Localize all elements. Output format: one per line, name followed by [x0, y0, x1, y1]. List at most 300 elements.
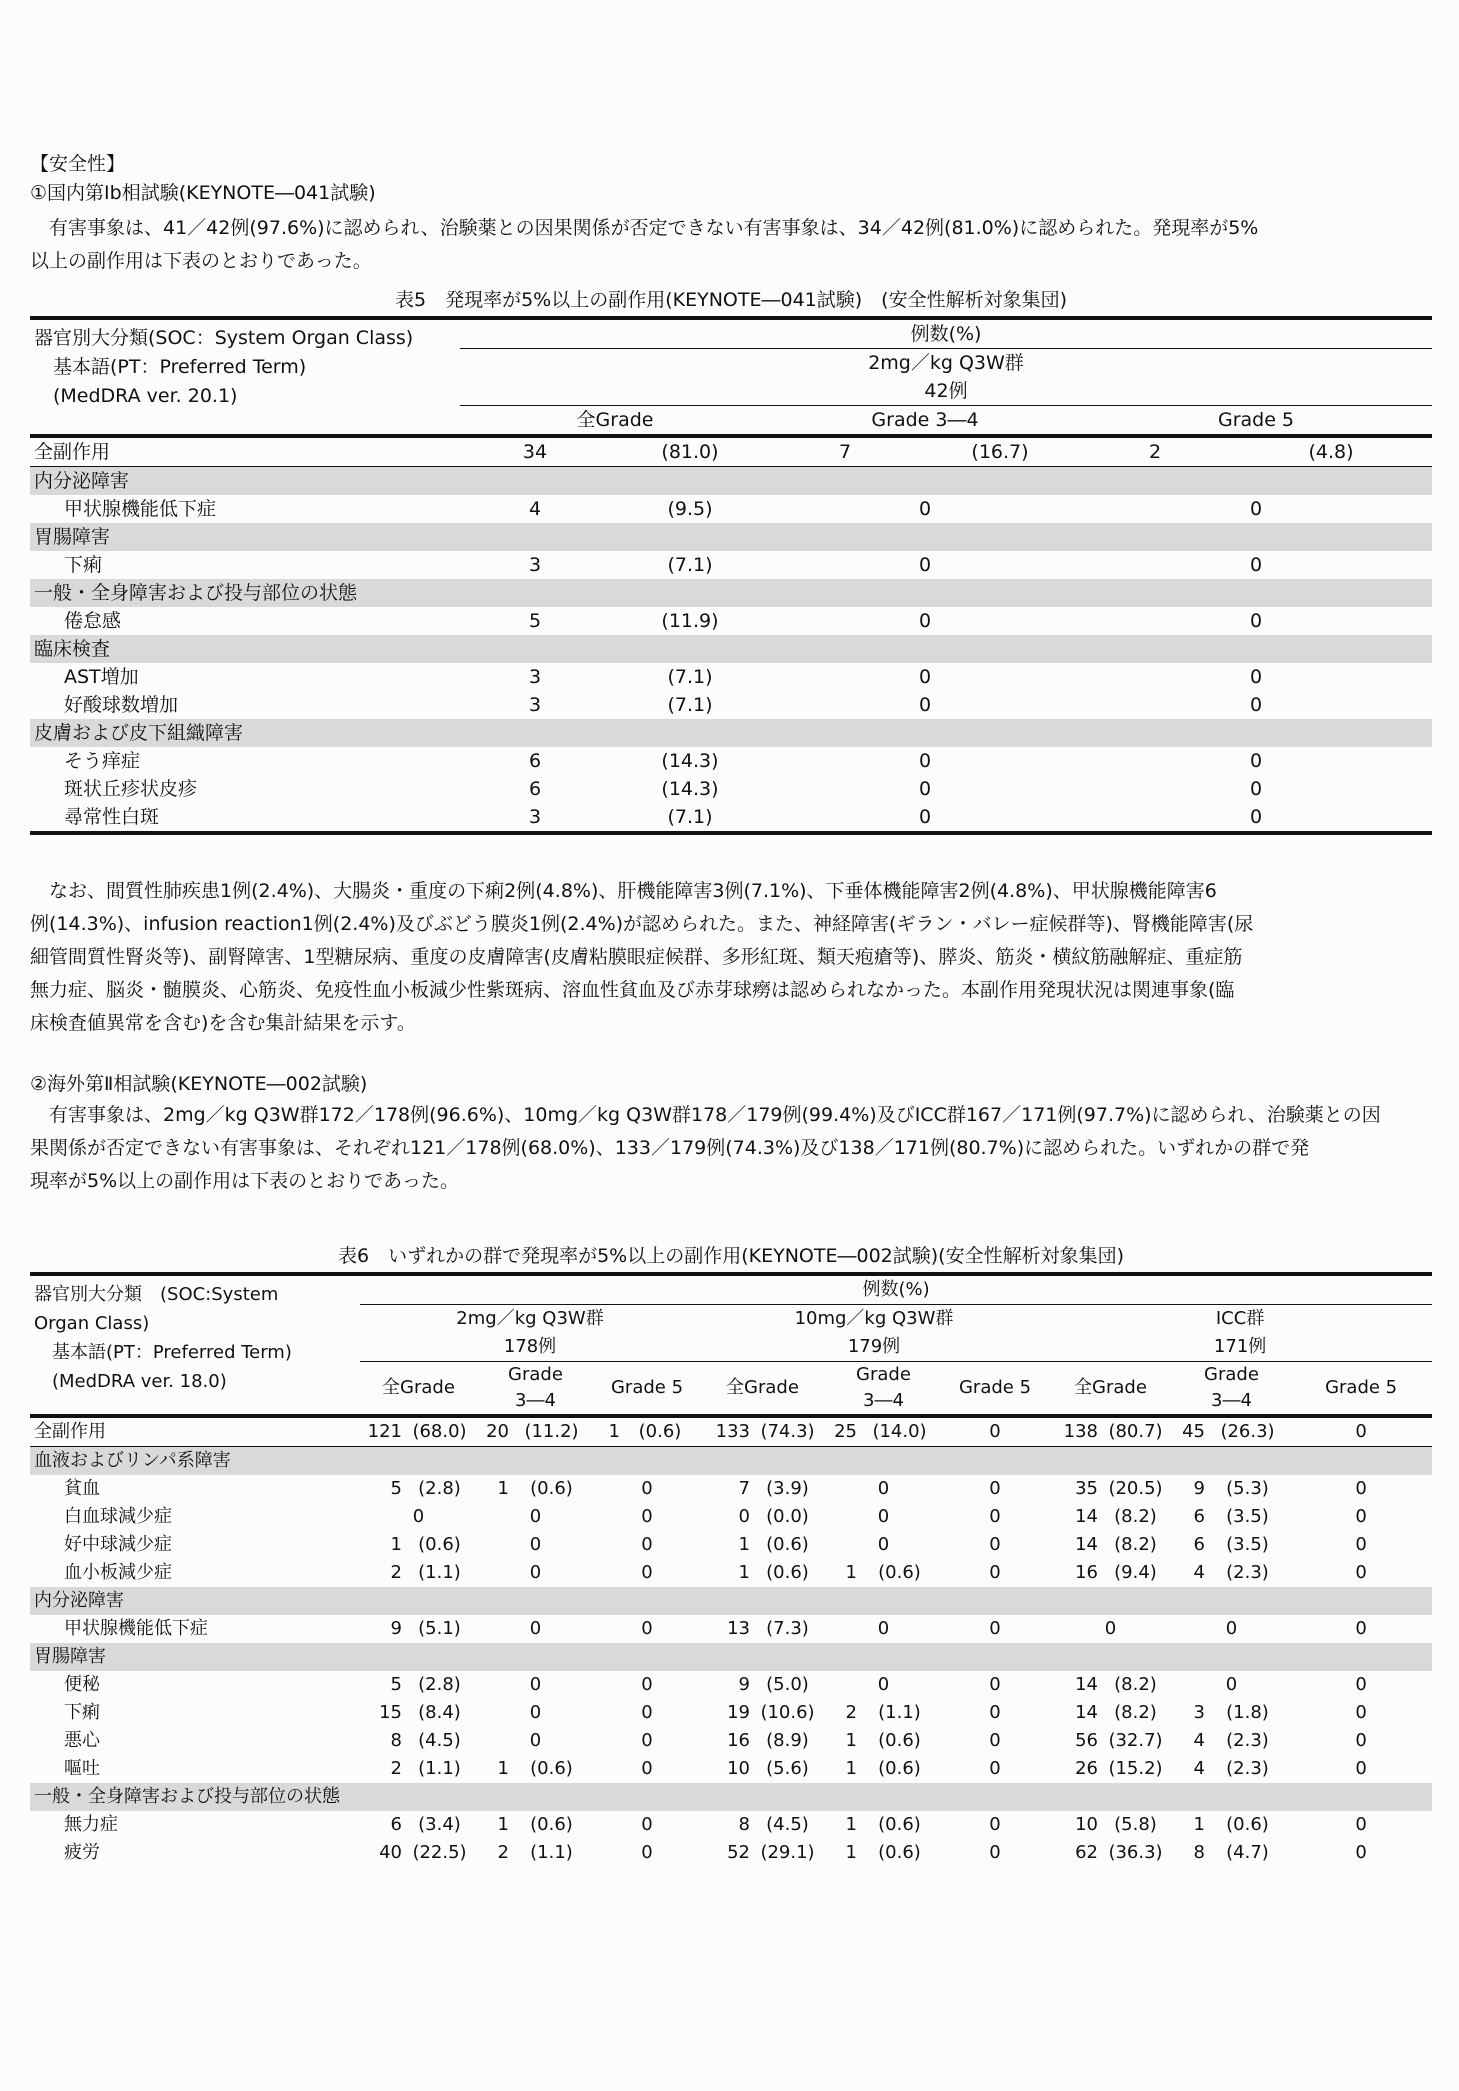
- row-label: 甲状腺機能低下症: [64, 498, 217, 520]
- table5-body: [30, 436, 1432, 833]
- header-col-all-grade: 全Grade: [460, 406, 770, 437]
- text-line: 細管間質性腎炎等)、副腎障害、1型糖尿病、重度の皮膚障害(皮膚粘膜眼症候群、多形紅斑、類天疱瘡等)、膵炎、筋炎・横紋筋融解症、重症筋: [30, 946, 1243, 968]
- header-group-icc-n: 171例: [1213, 1336, 1267, 1357]
- header-meddra-label: (MedDRA ver. 20.1): [34, 385, 238, 407]
- cell-value: (5.8): [1114, 1814, 1157, 1835]
- cell-value: 0: [641, 1702, 653, 1723]
- row-label: 好酸球数増加: [64, 694, 179, 716]
- cell-value: 4: [1193, 1562, 1205, 1583]
- cell-value: 14: [1075, 1702, 1098, 1723]
- cell-value: 0: [918, 806, 932, 828]
- cell-value: (0.6): [878, 1730, 921, 1751]
- cell-value: 1: [845, 1562, 857, 1583]
- cell-value: (29.1): [760, 1842, 815, 1863]
- cell-value: 7: [838, 441, 852, 463]
- cell-value: 20: [486, 1421, 509, 1442]
- table6: [30, 1272, 1432, 1867]
- table-row: [30, 1839, 1432, 1867]
- soc-label: 内分泌障害: [30, 1587, 1432, 1615]
- cell-value: (3.4): [418, 1814, 461, 1835]
- cell-value: 2: [390, 1562, 402, 1583]
- header-group-2mg: 2mg／kg Q3W群: [360, 1305, 700, 1334]
- cell-value: 133: [715, 1421, 750, 1442]
- cell-value: 6: [528, 778, 542, 800]
- cell-value: (1.1): [418, 1758, 461, 1779]
- row-label: 無力症: [64, 1814, 118, 1835]
- cell-value: 0: [918, 694, 932, 716]
- cell-value: (10.6): [760, 1702, 815, 1723]
- cell-value: 0: [1355, 1758, 1367, 1779]
- cell-value: 0: [989, 1730, 1001, 1751]
- text-line: 果関係が否定できない有害事象は、それぞれ121／178例(68.0%)、133／179例(74.3%)及び138／171例(80.7%)に認められた。いずれかの群で発: [30, 1137, 1310, 1159]
- cell-value: 25: [834, 1421, 857, 1442]
- table-row: [30, 1559, 1432, 1587]
- cell-value: 0: [1249, 610, 1263, 632]
- header-group-n: 42例: [924, 380, 968, 402]
- cell-value: 1: [738, 1534, 750, 1555]
- cell-value: (8.4): [418, 1702, 461, 1723]
- cell-value: (4.8): [1308, 441, 1354, 463]
- cell-value: 1: [497, 1814, 509, 1835]
- row-label: 倦怠感: [64, 610, 122, 632]
- cell-value: 0: [738, 1506, 750, 1527]
- cell-value: 9: [390, 1618, 402, 1639]
- cell-value: 138: [1063, 1421, 1098, 1442]
- table-row: [30, 607, 1432, 635]
- row-label: 下痢: [64, 1702, 100, 1723]
- cell-value: 0: [989, 1702, 1001, 1723]
- cell-value: (81.0): [661, 441, 719, 463]
- header-col: [1048, 1362, 1173, 1417]
- table-row: [30, 1699, 1432, 1727]
- cell-value: (80.7): [1108, 1421, 1163, 1442]
- cell-value: 45: [1182, 1421, 1205, 1442]
- table5-header-left: [30, 318, 460, 436]
- table-row: [30, 691, 1432, 719]
- header-group-10mg-n: 179例: [847, 1336, 901, 1357]
- cell-value: 0: [989, 1842, 1001, 1863]
- cell-value: 9: [738, 1674, 750, 1695]
- cell-value: (8.2): [1114, 1506, 1157, 1527]
- text-line: 例(14.3%)、infusion reaction1例(2.4%)及びぶどう膜炎1例(2.4%)が認められた。また、神経障害(ギラン・バレー症候群等)、腎機能障害(尿: [30, 913, 1254, 935]
- cell-value: (0.6): [878, 1758, 921, 1779]
- cell-value: 0: [529, 1702, 542, 1723]
- header-col-line1: Grade 5: [1325, 1377, 1398, 1398]
- table-row: [30, 775, 1432, 803]
- row-label: 貧血: [64, 1478, 100, 1499]
- soc-row: [30, 635, 1432, 663]
- table6-body: [30, 1416, 1432, 1867]
- soc-label: 内分泌障害: [30, 467, 1432, 496]
- soc-row: [30, 719, 1432, 747]
- cell-value: (8.2): [1114, 1534, 1157, 1555]
- cell-value: 4: [528, 498, 542, 520]
- cell-value: 34: [522, 441, 548, 463]
- cell-value: 16: [727, 1730, 750, 1751]
- cell-value: 0: [918, 778, 932, 800]
- cell-value: 13: [727, 1618, 750, 1639]
- cell-value: 0: [1249, 778, 1263, 800]
- cell-value: 10: [727, 1758, 750, 1779]
- soc-label: 一般・全身障害および投与部位の状態: [30, 1783, 1432, 1811]
- cell-value: 10: [1075, 1814, 1098, 1835]
- study1-note: [30, 875, 1432, 1040]
- table-row: [30, 1671, 1432, 1699]
- cell-value: (1.1): [530, 1842, 573, 1863]
- header-soc-label: 器官別大分類(SOC：System Organ Class): [34, 327, 414, 349]
- cell-value: (36.3): [1108, 1842, 1163, 1863]
- cell-value: 0: [1355, 1562, 1367, 1583]
- cell-value: (0.6): [530, 1814, 573, 1835]
- cell-value: 0: [989, 1562, 1001, 1583]
- cell-value: 0: [641, 1674, 653, 1695]
- row-label: 全副作用: [34, 1421, 106, 1442]
- cell-value: 8: [390, 1730, 402, 1751]
- cell-value: 6: [1193, 1506, 1205, 1527]
- cell-value: 0: [1355, 1842, 1367, 1863]
- cell-value: 14: [1075, 1534, 1098, 1555]
- header-col-line1: 全Grade: [1074, 1377, 1147, 1398]
- cell-value: 0: [529, 1730, 542, 1751]
- cell-value: (2.8): [418, 1674, 461, 1695]
- text-line: 床検査値異常を含む)を含む集計結果を示す。: [30, 1012, 416, 1034]
- soc-row: [30, 467, 1432, 496]
- soc-label: 胃腸障害: [30, 523, 1432, 551]
- cell-value: 0: [1104, 1618, 1117, 1639]
- cell-value: (2.3): [1226, 1562, 1269, 1583]
- cell-value: (11.2): [524, 1421, 579, 1442]
- text-line: 有害事象は、2mg／kg Q3W群172／178例(96.6%)、10mg／kg Q3W群178／179例(99.4%)及びICC群167／171例(97.7%)に認められ、治験薬との因: [30, 1104, 1381, 1126]
- text-line: 有害事象は、41／42例(97.6%)に認められ、治験薬との因果関係が否定できない有害事象は、34／42例(81.0%)に認められた。発現率が5%: [30, 217, 1259, 239]
- study1-heading: ①国内第Ⅰb相試験(KEYNOTE―041試験): [30, 182, 376, 204]
- header-soc-label-cont: Organ Class): [34, 1313, 150, 1334]
- cell-value: 0: [989, 1534, 1001, 1555]
- header-col-line1: Grade: [508, 1364, 563, 1385]
- table-row: [30, 1615, 1432, 1643]
- cell-value: 3: [528, 806, 542, 828]
- cell-value: (5.3): [1226, 1478, 1269, 1499]
- cell-value: 3: [528, 554, 542, 576]
- cell-value: 62: [1075, 1842, 1098, 1863]
- header-pt-label: 基本語(PT：Preferred Term): [34, 356, 307, 378]
- header-col: [700, 1362, 825, 1417]
- cell-value: (7.3): [766, 1618, 809, 1639]
- table-row: [30, 803, 1432, 833]
- cell-value: 1: [738, 1562, 750, 1583]
- cell-value: 0: [641, 1814, 653, 1835]
- cell-value: (3.5): [1226, 1534, 1269, 1555]
- row-label: 斑状丘疹状皮疹: [64, 778, 198, 800]
- header-col-line1: 全Grade: [382, 1377, 455, 1398]
- document-page: [30, 150, 1432, 1867]
- header-col-line2: 3―4: [863, 1390, 904, 1411]
- cell-value: 52: [727, 1842, 750, 1863]
- row-label: 嘔吐: [64, 1758, 100, 1779]
- header-soc-label: 器官別大分類 (SOC:System: [34, 1284, 279, 1305]
- table-row: [30, 1475, 1432, 1503]
- cell-value: (0.6): [878, 1842, 921, 1863]
- header-group-10mg: 10mg／kg Q3W群: [700, 1305, 1048, 1334]
- cell-value: 1: [845, 1842, 857, 1863]
- table-row: [30, 1755, 1432, 1783]
- header-col: [942, 1362, 1048, 1417]
- cell-value: (32.7): [1108, 1730, 1163, 1751]
- text-line: 以上の副作用は下表のとおりであった。: [30, 250, 372, 272]
- cell-value: 0: [641, 1562, 653, 1583]
- cell-value: 1: [845, 1758, 857, 1779]
- cell-value: (0.6): [638, 1421, 682, 1442]
- cell-value: 0: [918, 666, 932, 688]
- header-col: [477, 1362, 594, 1417]
- section-title: 【安全性】: [30, 153, 126, 175]
- cell-value: 0: [1355, 1674, 1367, 1695]
- cell-value: (4.5): [418, 1730, 461, 1751]
- cell-value: 0: [989, 1674, 1001, 1695]
- cell-value: 0: [529, 1506, 542, 1527]
- cell-value: (0.6): [530, 1758, 573, 1779]
- cell-value: 121: [367, 1421, 402, 1442]
- cell-value: (7.1): [667, 694, 713, 716]
- soc-label: 胃腸障害: [30, 1643, 1432, 1671]
- cell-value: 6: [1193, 1534, 1205, 1555]
- cell-value: (14.3): [661, 750, 719, 772]
- header-col: [594, 1362, 700, 1417]
- cell-value: (7.1): [667, 554, 713, 576]
- cell-value: 1: [845, 1730, 857, 1751]
- table5-caption: 表5 発現率が5%以上の副作用(KEYNOTE―041試験) (安全性解析対象集団): [395, 289, 1067, 311]
- cell-value: 0: [918, 610, 932, 632]
- cell-value: 0: [1225, 1674, 1238, 1695]
- header-col-line1: Grade 5: [610, 1377, 684, 1398]
- table-row: [30, 495, 1432, 523]
- cell-value: (3.9): [766, 1478, 809, 1499]
- cell-value: (0.6): [878, 1814, 921, 1835]
- row-label: そう痒症: [64, 750, 141, 772]
- table-row: [30, 551, 1432, 579]
- cell-value: 0: [1355, 1421, 1367, 1442]
- cell-value: 40: [379, 1842, 402, 1863]
- cell-value: 14: [1075, 1506, 1098, 1527]
- cell-value: 0: [1249, 666, 1263, 688]
- cell-value: 0: [989, 1478, 1001, 1499]
- cell-value: (14.3): [661, 778, 719, 800]
- cell-value: 2: [1148, 441, 1162, 463]
- cell-value: (8.2): [1114, 1702, 1157, 1723]
- cell-value: 0: [1355, 1730, 1367, 1751]
- text-line: 無力症、脳炎・髄膜炎、心筋炎、免疫性血小板減少性紫斑病、溶血性貧血及び赤芽球癆は認められなかった。本副作用発現状況は関連事象(臨: [30, 979, 1235, 1001]
- cell-value: 0: [877, 1478, 890, 1499]
- cell-value: 0: [918, 750, 932, 772]
- cell-value: 0: [1249, 694, 1263, 716]
- row-label: 便秘: [64, 1674, 100, 1695]
- cell-value: 8: [1193, 1842, 1205, 1863]
- cell-value: 0: [412, 1506, 425, 1527]
- cell-value: 0: [989, 1758, 1001, 1779]
- table-row: [30, 1727, 1432, 1755]
- cell-value: (14.0): [872, 1421, 927, 1442]
- table-row-total: [30, 436, 1432, 467]
- soc-label: 一般・全身障害および投与部位の状態: [30, 579, 1432, 607]
- table5: [30, 316, 1432, 835]
- cell-value: 0: [918, 554, 932, 576]
- cell-value: 0: [877, 1506, 890, 1527]
- cell-value: (15.2): [1108, 1758, 1163, 1779]
- cell-value: (5.6): [766, 1758, 809, 1779]
- cell-value: 19: [727, 1702, 750, 1723]
- soc-label: 臨床検査: [30, 635, 1432, 663]
- header-pt-label: 基本語(PT：Preferred Term): [34, 1342, 292, 1363]
- cell-value: 0: [529, 1562, 542, 1583]
- cell-value: 6: [390, 1814, 402, 1835]
- cell-value: (9.5): [667, 498, 713, 520]
- cell-value: 0: [1355, 1478, 1367, 1499]
- cell-value: (2.3): [1226, 1730, 1269, 1751]
- cell-value: 0: [641, 1478, 653, 1499]
- cell-value: 0: [641, 1758, 653, 1779]
- cell-value: 9: [1193, 1478, 1205, 1499]
- cell-value: 3: [528, 694, 542, 716]
- header-col: [360, 1362, 477, 1417]
- cell-value: (0.6): [530, 1478, 573, 1499]
- row-label: AST増加: [64, 666, 139, 688]
- cell-value: 0: [641, 1730, 653, 1751]
- cell-value: 3: [528, 666, 542, 688]
- table6-header-left: [30, 1274, 360, 1416]
- row-label: 好中球減少症: [64, 1534, 172, 1555]
- table-row: [30, 1531, 1432, 1559]
- cell-value: (0.6): [766, 1562, 809, 1583]
- cell-value: 0: [529, 1674, 542, 1695]
- soc-row: [30, 579, 1432, 607]
- cell-value: 6: [528, 750, 542, 772]
- cell-value: 4: [1193, 1730, 1205, 1751]
- cell-value: 35: [1075, 1478, 1098, 1499]
- cell-value: (74.3): [760, 1421, 815, 1442]
- cell-value: 0: [877, 1534, 890, 1555]
- soc-row: [30, 1643, 1432, 1671]
- table-row: [30, 1811, 1432, 1839]
- header-col: [1290, 1362, 1432, 1417]
- table-row: [30, 663, 1432, 691]
- header-col-grade5: Grade 5: [1080, 406, 1432, 437]
- cell-value: (22.5): [412, 1842, 467, 1863]
- cell-value: 0: [918, 498, 932, 520]
- cell-value: 0: [1225, 1618, 1238, 1639]
- cell-value: 4: [1193, 1758, 1205, 1779]
- cell-value: 0: [641, 1618, 653, 1639]
- cell-value: 0: [989, 1506, 1001, 1527]
- cell-value: 0: [989, 1618, 1001, 1639]
- cell-value: 0: [1249, 806, 1263, 828]
- cell-value: 2: [845, 1702, 857, 1723]
- cell-value: 1: [497, 1478, 509, 1499]
- cell-value: 5: [390, 1674, 402, 1695]
- row-label: 下痢: [64, 554, 103, 576]
- cell-value: 3: [1193, 1702, 1205, 1723]
- cell-value: 0: [641, 1534, 653, 1555]
- soc-row: [30, 1447, 1432, 1476]
- cell-value: (1.1): [878, 1702, 921, 1723]
- study2-intro: [30, 1099, 1432, 1198]
- cell-value: (1.1): [418, 1562, 461, 1583]
- cell-value: 0: [1355, 1814, 1367, 1835]
- header-col-line2: 3―4: [1211, 1390, 1252, 1411]
- cell-value: (11.9): [661, 610, 719, 632]
- header-col-line1: Grade: [1204, 1364, 1259, 1385]
- cell-value: 8: [738, 1814, 750, 1835]
- cell-value: (8.2): [1114, 1674, 1157, 1695]
- cell-value: 0: [1355, 1534, 1367, 1555]
- cell-value: 0: [641, 1506, 653, 1527]
- header-col: [825, 1362, 942, 1417]
- cell-value: (0.6): [766, 1534, 809, 1555]
- soc-row: [30, 1587, 1432, 1615]
- cell-value: 0: [1355, 1702, 1367, 1723]
- header-group-name: 2mg／kg Q3W群: [460, 349, 1432, 378]
- soc-row: [30, 1783, 1432, 1811]
- cell-value: 7: [738, 1478, 750, 1499]
- cell-value: 5: [528, 610, 542, 632]
- cell-value: (5.1): [418, 1618, 461, 1639]
- header-col-line1: 全Grade: [726, 1377, 799, 1398]
- cell-value: (8.9): [766, 1730, 809, 1751]
- text-line: 現率が5%以上の副作用は下表のとおりであった。: [30, 1170, 459, 1192]
- header-cases-pct: 例数(%): [910, 323, 982, 345]
- cell-value: 1: [1193, 1814, 1205, 1835]
- cell-value: 0: [989, 1421, 1001, 1442]
- cell-value: (3.5): [1226, 1506, 1269, 1527]
- cell-value: 0: [1249, 554, 1263, 576]
- row-label: 甲状腺機能低下症: [64, 1618, 208, 1639]
- cell-value: 0: [529, 1618, 542, 1639]
- cell-value: (68.0): [412, 1421, 467, 1442]
- cell-value: (0.6): [1226, 1814, 1269, 1835]
- cell-value: (0.6): [418, 1534, 461, 1555]
- table-row-total: [30, 1416, 1432, 1447]
- cell-value: 16: [1075, 1562, 1098, 1583]
- cell-value: (0.6): [878, 1562, 921, 1583]
- row-label: 白血球減少症: [64, 1506, 172, 1527]
- study1-intro: [30, 212, 1432, 278]
- soc-row: [30, 523, 1432, 551]
- cell-value: 1: [608, 1421, 620, 1442]
- header-group-icc: ICC群: [1048, 1305, 1432, 1334]
- row-label: 尋常性白斑: [64, 806, 160, 828]
- cell-value: (20.5): [1108, 1478, 1163, 1499]
- header-group-2mg-n: 178例: [503, 1336, 557, 1357]
- cell-value: 14: [1075, 1674, 1098, 1695]
- table-row: [30, 1503, 1432, 1531]
- table6-caption: 表6 いずれかの群で発現率が5%以上の副作用(KEYNOTE―002試験)(安全性解析対象集団): [338, 1245, 1124, 1267]
- cell-value: (5.0): [766, 1674, 809, 1695]
- header-cases-pct: 例数(%): [862, 1279, 930, 1300]
- cell-value: (4.7): [1226, 1842, 1269, 1863]
- header-col: [1173, 1362, 1290, 1417]
- cell-value: 0: [1355, 1618, 1367, 1639]
- table-row: [30, 747, 1432, 775]
- cell-value: 5: [390, 1478, 402, 1499]
- cell-value: 2: [497, 1842, 509, 1863]
- cell-value: (7.1): [667, 806, 713, 828]
- header-col-line1: Grade: [856, 1364, 911, 1385]
- cell-value: (26.3): [1220, 1421, 1275, 1442]
- cell-value: 0: [1249, 750, 1263, 772]
- cell-value: (9.4): [1114, 1562, 1157, 1583]
- header-col-line1: Grade 5: [958, 1377, 1032, 1398]
- cell-value: 15: [379, 1702, 402, 1723]
- cell-value: 26: [1075, 1758, 1098, 1779]
- cell-value: 0: [877, 1674, 890, 1695]
